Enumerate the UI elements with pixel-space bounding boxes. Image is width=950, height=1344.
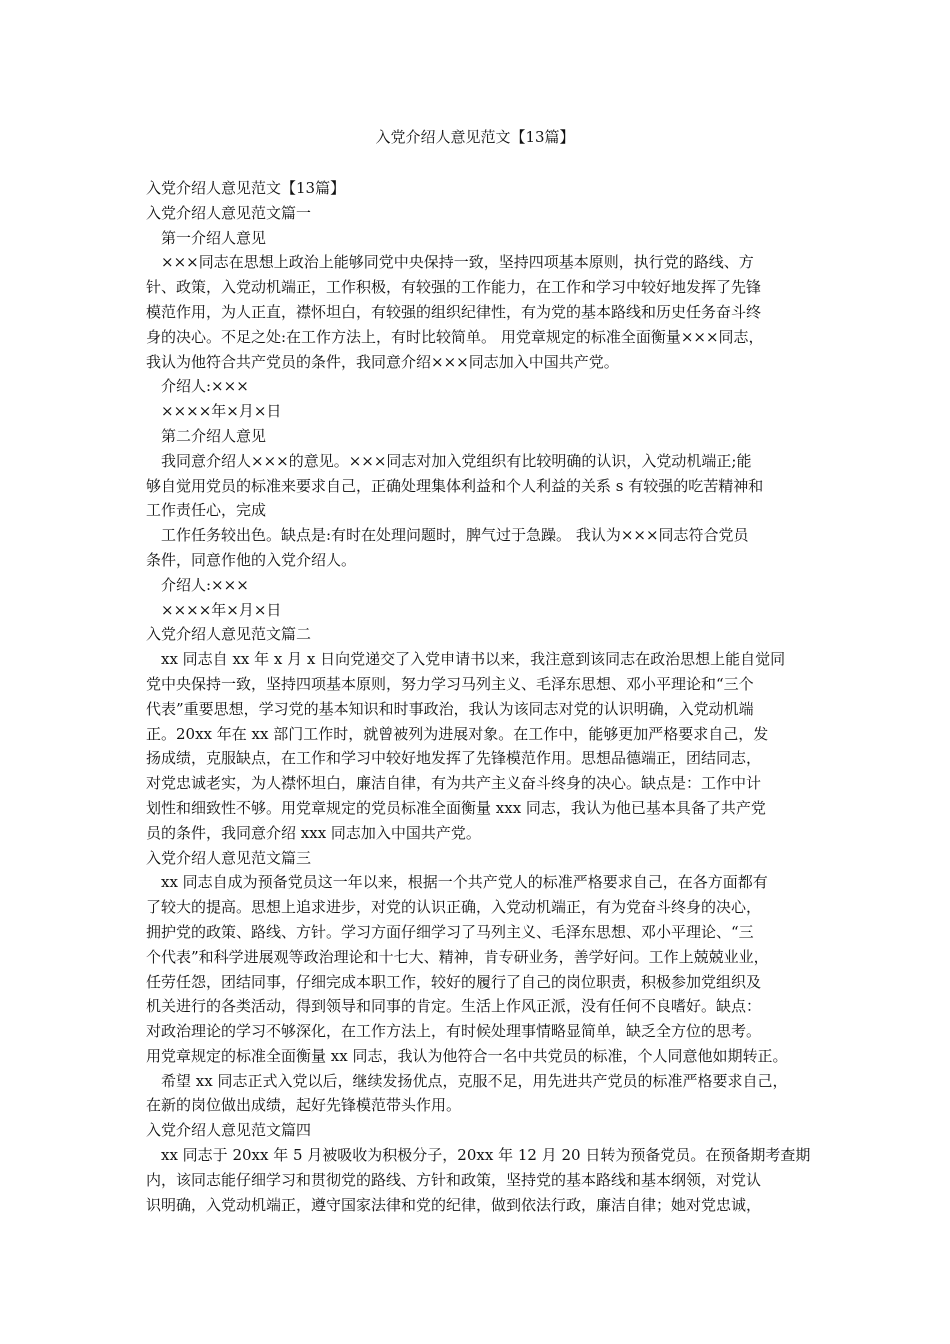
paragraph-line: 用党章规定的标准全面衡量 xx 同志，我认为他符合一名中共党员的标准，个人同意他如期转正。 [146,1046,788,1065]
signature-line: 介绍人:××× [161,377,249,396]
document-title: 入党介绍人意见范文【13篇】 [375,128,575,146]
paragraph-line: 希望 xx 同志正式入党以后，继续发扬优点，克服不足，用先进共产党员的标准严格要求自己， [161,1071,788,1090]
date-line: ××××年×月×日 [161,600,282,619]
section-heading: 入党介绍人意见范文篇一 [146,203,312,222]
paragraph-line: 机关进行的各类活动，得到领导和同事的肯定。生活上作风正派，没有任何不良嗜好。缺点： [146,997,762,1016]
paragraph-line: 内，该同志能仔细学习和贯彻党的路线、方针和政策，坚持党的基本路线和基本纲领，对党认 [146,1170,762,1189]
paragraph-line: 够自觉用党员的标准来要求自己，正确处理集体利益和个人利益的关系 s 有较强的吃苦精神和 [146,476,764,495]
paragraph-line: 任劳任怨，团结同事，仔细完成本职工作，较好的履行了自己的岗位职责，积极参加党组织及 [146,972,762,991]
section-heading: 入党介绍人意见范文篇二 [146,625,312,644]
paragraph-line: 正。20xx 年在 xx 部门工作时，就曾被列为进展对象。在工作中，能够更加严格要求自己，发 [146,724,769,743]
paragraph-line: 党中央保持一致，坚持四项基本原则，努力学习马列主义、毛泽东思想、邓小平理论和“三个 [146,674,754,693]
paragraph-line: 条件，同意作他的入党介绍人。 [146,550,357,569]
paragraph-line: 在新的岗位做出成绩，起好先锋模范带头作用。 [146,1096,462,1115]
paragraph-line: ×××同志在思想上政治上能够同党中央保持一致，坚持四项基本原则，执行党的路线、方 [161,253,754,272]
subsection-heading: 第二介绍人意见 [161,426,267,445]
paragraph-line: 我同意介绍人×××的意见。×××同志对加入党组织有比较明确的认识，入党动机端正;能 [161,451,752,470]
paragraph-line: 工作任务较出色。缺点是:有时在处理问题时，脾气过于急躁。 我认为×××同志符合党员 [161,526,749,545]
document-body [146,176,814,1217]
signature-line: 介绍人:××× [161,575,249,594]
paragraph-line: xx 同志自 xx 年 x 月 x 日向党递交了入党申请书以来，我注意到该同志在政治思想上能自觉同 [161,650,786,669]
paragraph-line: 身的决心。不足之处:在工作方法上，有时比较简单。 用党章规定的标准全面衡量×××同志， [146,327,764,346]
date-line: ××××年×月×日 [161,402,282,421]
paragraph-line: 拥护党的政策、路线、方针。学习方面仔细学习了马列主义、毛泽东思想、邓小平理论、“三 [146,922,754,941]
paragraph-line: 员的条件，我同意介绍 xxx 同志加入中国共产党。 [146,823,481,842]
paragraph-line: 代表”重要思想，学习党的基本知识和时事政治，我认为该同志对党的认识明确，入党动机端 [146,699,754,718]
paragraph-line: 工作责任心，完成 [146,501,267,520]
section-heading: 入党介绍人意见范文篇四 [146,1121,312,1140]
paragraph-line: 模范作用，为人正直，襟怀坦白，有较强的组织纪律性，有为党的基本路线和历史任务奋斗终 [146,302,762,321]
paragraph-line: 对党忠诚老实，为人襟怀坦白，廉洁自律，有为共产主义奋斗终身的决心。缺点是：工作中计 [146,774,762,793]
paragraph-line: 了较大的提高。思想上追求进步，对党的认识正确，入党动机端正，有为党奋斗终身的决心， [146,898,762,917]
paragraph-line: 对政治理论的学习不够深化，在工作方法上，有时候处理事情略显简单，缺乏全方位的思考。 [146,1022,762,1041]
subsection-heading: 第一介绍人意见 [161,228,267,247]
paragraph-line: xx 同志自成为预备党员这一年以来，根据一个共产党人的标准严格要求自己，在各方面都有 [161,873,768,892]
paragraph-line: 针、政策，入党动机端正，工作积极，有较强的工作能力，在工作和学习中较好地发挥了先锋 [146,278,762,297]
section-heading: 入党介绍人意见范文篇三 [146,848,312,867]
paragraph-line: 我认为他符合共产党员的条件，我同意介绍×××同志加入中国共产党。 [146,352,619,371]
paragraph-line: 个代表”和科学进展观等政治理论和十七大、精神，肯专研业务，善学好问。工作上兢兢业业， [146,947,769,966]
paragraph-line: 划性和细致性不够。用党章规定的党员标准全面衡量 xxx 同志，我认为他已基本具备了共产党 [146,798,766,817]
paragraph-line: xx 同志于 20xx 年 5 月被吸收为积极分子，20xx 年 12 月 20 日转为预备党员。在预备期考查期 [161,1146,811,1165]
body-heading: 入党介绍人意见范文【13篇】 [146,179,346,197]
paragraph-line: 识明确，入党动机端正，遵守国家法律和党的纪律，做到依法行政，廉洁自律；她对党忠诚， [146,1195,762,1214]
paragraph-line: 扬成绩，克服缺点，在工作和学习中较好地发挥了先锋模范作用。思想品德端正，团结同志， [146,749,762,768]
